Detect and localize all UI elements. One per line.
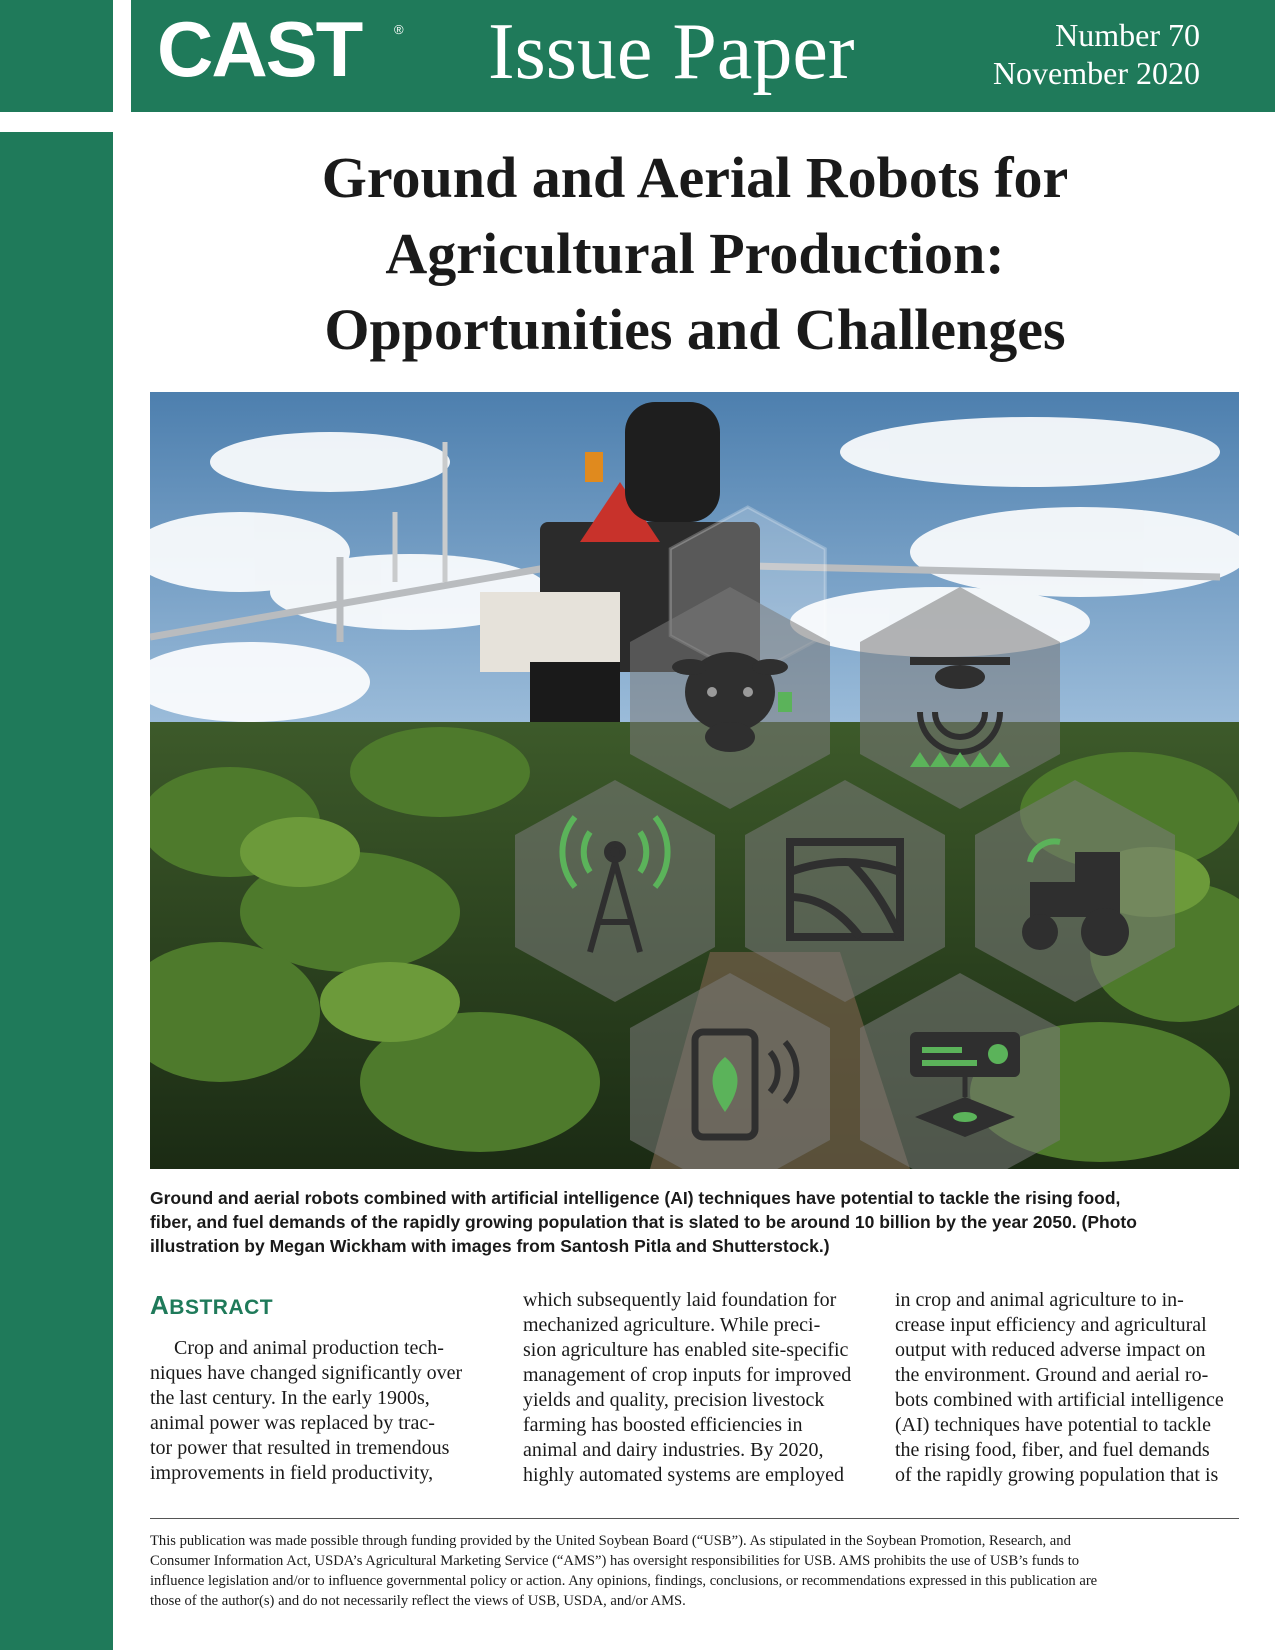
text-line: management of crop inputs for improved [523, 1364, 852, 1386]
cast-logo: CAST [157, 5, 362, 93]
funding-line: influence legislation and/or to influence governmental policy or action. Any opinions, findings, conclusions, or recommendations expressed in this publication are [150, 1573, 1098, 1589]
issue-number: Number 70 [1055, 17, 1200, 53]
text-line: niques have changed significantly over [150, 1362, 463, 1384]
caption-line: illustration by Megan Wickham with images from Santosh Pitla and Shutterstock.) [150, 1236, 830, 1256]
text-line: the environment. Ground and aerial ro- [895, 1364, 1209, 1386]
left-brand-bar [0, 0, 113, 1650]
text-line: sion agriculture has enabled site-specific [523, 1339, 849, 1361]
text-line: Crop and animal production tech- [174, 1337, 444, 1359]
text-line: the last century. In the early 1900s, [150, 1387, 430, 1409]
text-line: output with reduced adverse impact on [895, 1339, 1206, 1361]
text-line: the rising food, fiber, and fuel demands [895, 1439, 1210, 1461]
abstract-column-3 [895, 1288, 1240, 1488]
text-line: in crop and animal agriculture to in- [895, 1289, 1184, 1311]
text-line: mechanized agriculture. While preci- [523, 1314, 821, 1336]
issue-date: November 2020 [992, 55, 1200, 91]
funding-line: Consumer Information Act, USDA’s Agricultural Marketing Service (“AMS”) has oversight responsibilities for USB. AMS prohibits the use of USB’s funds to [150, 1553, 1080, 1569]
funding-line: This publication was made possible through funding provided by the United Soybean Board (“USB”). As stipulated in the Soybean Promotion, Research, and [150, 1533, 1071, 1549]
caption-line: fiber, and fuel demands of the rapidly growing population that is slated to be around 10 billion by the year 2050. (Photo [150, 1212, 1137, 1232]
cover-photo [150, 392, 1239, 1169]
text-line: improvements in field productivity, [150, 1462, 434, 1484]
photo-caption [150, 1186, 1240, 1258]
abstract-column-1 [150, 1336, 480, 1486]
left-bar-notch [0, 112, 113, 132]
title-line: Agricultural Production: [385, 221, 1005, 286]
text-line: bots combined with artificial intelligence [895, 1389, 1224, 1411]
abstract-heading-rest: BSTRACT [169, 1296, 274, 1319]
text-line: animal and dairy industries. By 2020, [523, 1439, 824, 1461]
abstract-column-2 [523, 1288, 868, 1488]
text-line: (AI) techniques have potential to tackle [895, 1414, 1211, 1436]
registered-mark: ® [394, 22, 404, 37]
title-line: Opportunities and Challenges [324, 297, 1066, 362]
abstract-heading [150, 1290, 273, 1321]
text-line: yields and quality, precision livestock [523, 1389, 825, 1411]
text-line: of the rapidly growing population that is [895, 1464, 1219, 1486]
footer-divider [150, 1518, 1239, 1519]
caption-line: Ground and aerial robots combined with artificial intelligence (AI) techniques have potential to tackle the rising food, [150, 1188, 1121, 1208]
text-line: crease input efficiency and agricultural [895, 1314, 1207, 1336]
series-title: Issue Paper [488, 8, 855, 96]
abstract-heading-initial: A [150, 1290, 170, 1320]
text-line: tor power that resulted in tremendous [150, 1437, 450, 1459]
text-line: animal power was replaced by trac- [150, 1412, 435, 1434]
title-line: Ground and Aerial Robots for [321, 145, 1069, 210]
funding-note [150, 1531, 1242, 1611]
text-line: which subsequently laid foundation for [523, 1289, 837, 1311]
funding-line: those of the author(s) and do not necessarily reflect the views of USB, USDA, and/or AMS. [150, 1593, 686, 1609]
paper-title [150, 140, 1240, 368]
text-line: farming has boosted efficiencies in [523, 1414, 803, 1436]
text-line: highly automated systems are employed [523, 1464, 845, 1486]
